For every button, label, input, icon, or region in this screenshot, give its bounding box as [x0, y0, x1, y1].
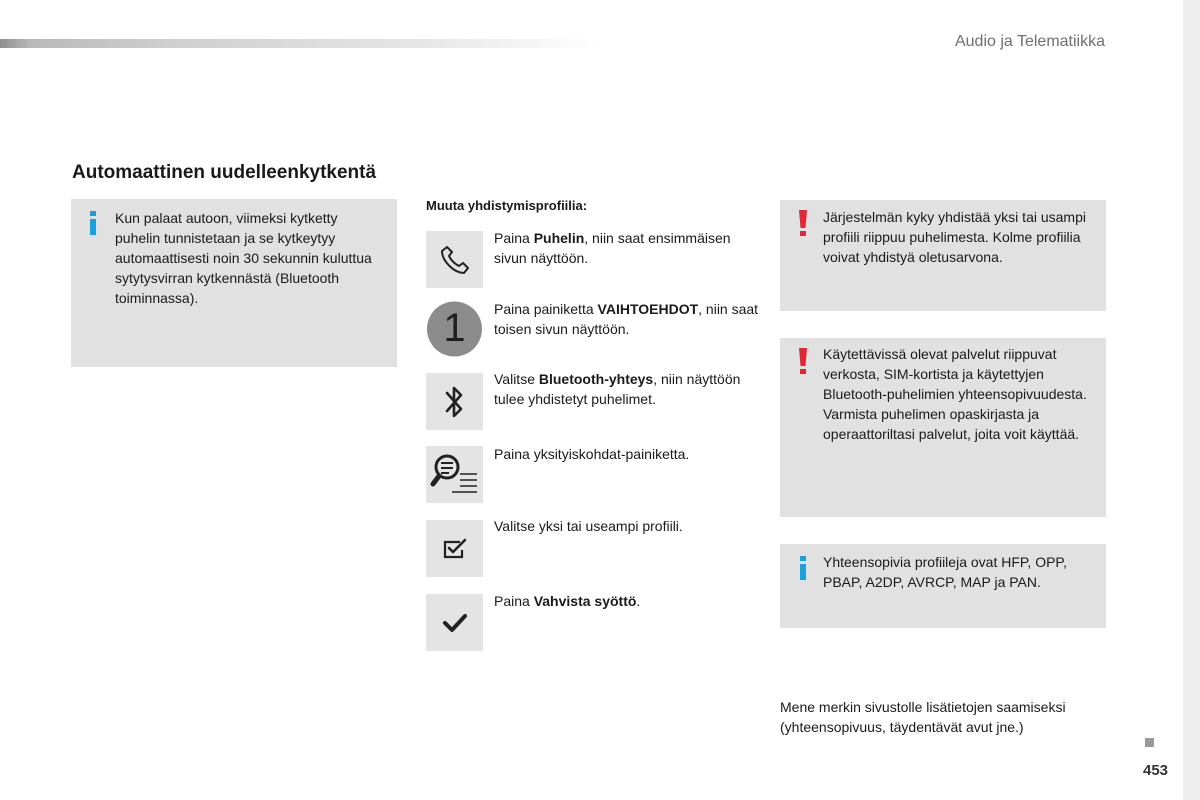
warning-note-1-text: Järjestelmän kyky yhdistää yksi tai usampi profiili riippuu puhelimesta. Kolme profiilia voivat yhdistyä oletusarvona. [823, 209, 1086, 265]
bluetooth-icon [426, 373, 483, 430]
warning-icon [796, 210, 810, 236]
page-edge-strip [1183, 0, 1200, 800]
page-heading: Automaattinen uudelleenkytkentä [72, 162, 377, 183]
steps-title: Muuta yhdistymisprofiilia: [426, 198, 588, 213]
number-one-icon: 1 [426, 300, 483, 357]
step-2-text: Paina painiketta VAIHTOEHDOT, niin saat toisen sivun näyttöön. [494, 301, 759, 337]
info-note-right-text: Yhteensopivia profiileja ovat HFP, OPP, PBAP, A2DP, AVRCP, MAP ja PAN. [823, 554, 1067, 590]
info-icon [796, 556, 810, 580]
page-marker [1145, 738, 1154, 747]
details-search-icon [426, 446, 483, 503]
step-1-text: Paina Puhelin, niin saat ensimmäisen sivun näyttöön. [494, 230, 731, 266]
section-title: Audio ja Telematiikka [954, 33, 1105, 50]
checkmark-icon [426, 594, 483, 651]
warning-icon [796, 348, 810, 374]
step-4-text: Paina yksityiskohdat-painiketta. [494, 446, 690, 462]
checkbox-icon [426, 520, 483, 577]
info-note-left-text: Kun palaat autoon, viimeksi kytketty puhelin tunnistetaan ja se kytkeytyy automaattisesti noin 30 sekunnin kuluttua sytytysvirran kytkennästä (Bluetooth toiminnassa). [115, 210, 372, 306]
header-gradient-bar [0, 39, 600, 48]
footer-note: Mene merkin sivustolle lisätietojen saamiseksi (yhteensopivuus, täydentävät avut jne.) [780, 699, 1066, 735]
step-5-text: Valitse yksi tai useampi profiili. [494, 518, 683, 534]
phone-handset-icon [426, 231, 483, 288]
info-icon [86, 211, 100, 235]
step-3-text: Valitse Bluetooth-yhteys, niin näyttöön tulee yhdistetyt puhelimet. [494, 371, 741, 407]
page-number: 453 [1143, 762, 1169, 779]
step-6-text: Paina Vahvista syöttö. [494, 593, 641, 609]
warning-note-2-text: Käytettävissä olevat palvelut riippuvat verkosta, SIM-kortista ja käytettyjen Bluetooth-puhelimien yhteensopivuudesta. Varmista puhelimen opaskirjasta ja operaattoriltasi palvelut, joita voit käyttää. [823, 346, 1087, 442]
